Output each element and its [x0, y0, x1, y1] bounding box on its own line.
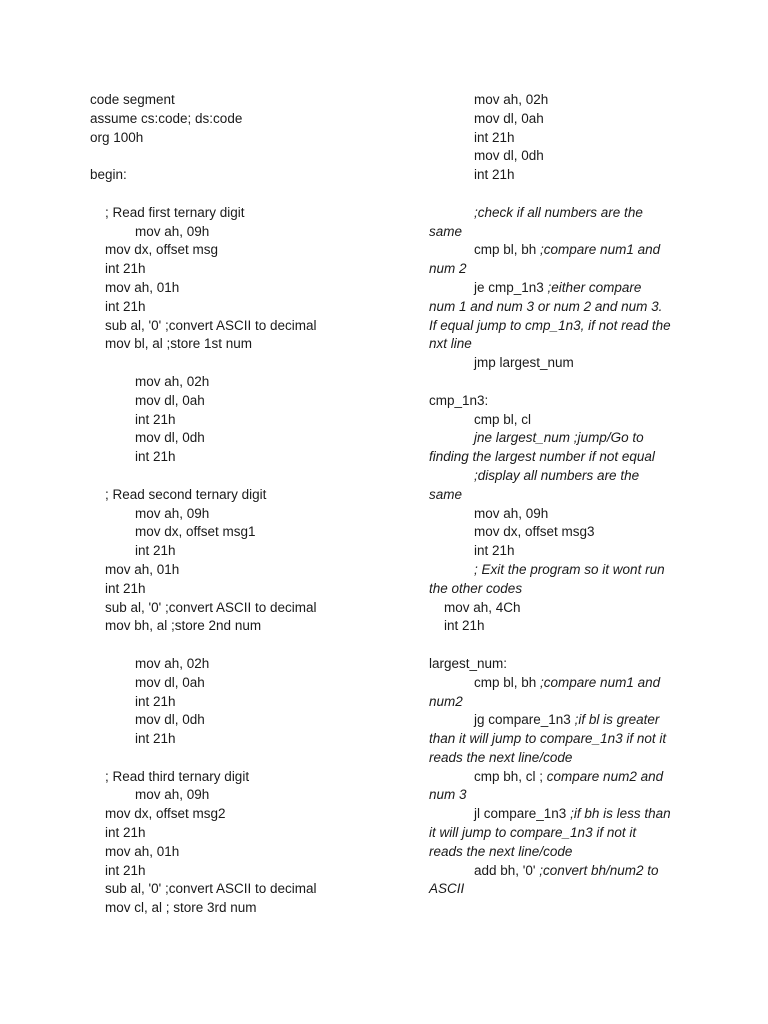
- blank-line: [429, 636, 729, 655]
- code-line: [429, 166, 729, 185]
- code-line: [429, 674, 729, 693]
- code-line: [429, 110, 729, 129]
- code-line: [90, 674, 410, 693]
- code-text: mov dx, offset msg3: [474, 524, 595, 540]
- comment-continuation-line: than it will jump to compare_1n3 if not it: [429, 731, 667, 747]
- code-line: [429, 411, 729, 430]
- code-line: [90, 843, 410, 862]
- code-text: sub al, '0' ;convert ASCII to decimal: [105, 317, 317, 333]
- blank-line: [90, 636, 410, 655]
- code-line: [90, 166, 410, 185]
- code-text: cmp bl, cl: [474, 411, 532, 427]
- code-text: assume cs:code; ds:code: [90, 110, 243, 126]
- code-line: [90, 655, 410, 674]
- code-line: [90, 204, 410, 223]
- code-text: int 21h: [444, 618, 485, 634]
- code-line: [429, 768, 729, 787]
- code-line: [90, 486, 410, 505]
- code-line: [90, 129, 410, 148]
- code-text: int 21h: [135, 449, 176, 465]
- code-line: [90, 260, 410, 279]
- comment-continuation-line: num 1 and num 3 or num 2 and num 3.: [429, 298, 663, 314]
- code-line: [90, 317, 410, 336]
- code-line: [429, 204, 729, 223]
- comment-continuation-line: it will jump to compare_1n3 if not it: [429, 825, 637, 841]
- code-line: [90, 599, 410, 618]
- code-line: [429, 711, 729, 730]
- comment-continuation-line: the other codes: [429, 580, 523, 596]
- code-line: [90, 862, 410, 881]
- code-line: [429, 617, 729, 636]
- code-comment: ;check if all numbers are the: [474, 204, 643, 220]
- code-line: [90, 505, 410, 524]
- code-text: cmp bl, bh: [474, 242, 541, 258]
- code-text: sub al, '0' ;convert ASCII to decimal: [105, 881, 317, 897]
- blank-line: [90, 749, 410, 768]
- code-line: [90, 693, 410, 712]
- code-text: ; Read third ternary digit: [105, 768, 250, 784]
- code-text: mov dl, 0dh: [135, 712, 205, 728]
- code-text: ; Read second ternary digit: [105, 486, 267, 502]
- code-comment: jne largest_num ;jump/Go to: [474, 430, 644, 446]
- code-line: [429, 279, 729, 298]
- code-text: largest_num:: [429, 655, 508, 671]
- code-line: [90, 411, 410, 430]
- comment-continuation-line: If equal jump to cmp_1n3, if not read the: [429, 317, 671, 333]
- comment-continuation-line: same: [429, 223, 463, 239]
- code-text: int 21h: [135, 731, 176, 747]
- code-line: [429, 467, 729, 486]
- code-line: [429, 523, 729, 542]
- code-line: [90, 617, 410, 636]
- code-text: begin:: [90, 167, 127, 183]
- code-line: [90, 335, 410, 354]
- code-line: [429, 129, 729, 148]
- comment-continuation-line: reads the next line/code: [429, 749, 573, 765]
- code-line: [90, 110, 410, 129]
- code-text: cmp_1n3:: [429, 392, 489, 408]
- comment-continuation-line: num2: [429, 693, 463, 709]
- blank-line: [90, 185, 410, 204]
- code-line: [90, 711, 410, 730]
- code-text: add bh, '0': [474, 862, 540, 878]
- comment-continuation-line: nxt line: [429, 336, 472, 352]
- code-line: [90, 786, 410, 805]
- code-text: int 21h: [105, 261, 146, 277]
- comment-continuation-line: reads the next line/code: [429, 843, 573, 859]
- comment-continuation-line: same: [429, 486, 463, 502]
- code-text: mov ah, 01h: [105, 279, 180, 295]
- code-comment: ;if bh is less than: [570, 806, 671, 822]
- code-text: mov dx, offset msg2: [105, 806, 226, 822]
- code-line: [90, 448, 410, 467]
- code-text: ; Read first ternary digit: [105, 204, 245, 220]
- code-comment: ;display all numbers are the: [474, 467, 640, 483]
- code-line: [90, 824, 410, 843]
- code-line: [429, 147, 729, 166]
- code-comment: ;convert bh/num2 to: [539, 862, 659, 878]
- code-text: int 21h: [474, 167, 515, 183]
- code-text: mov ah, 09h: [135, 505, 210, 521]
- code-line: [90, 730, 410, 749]
- code-text: jg compare_1n3: [474, 712, 575, 728]
- code-line: [429, 429, 729, 448]
- code-text: jmp largest_num: [474, 355, 574, 371]
- code-text: int 21h: [135, 693, 176, 709]
- code-line: [429, 561, 729, 580]
- code-text: mov bl, al ;store 1st num: [105, 336, 253, 352]
- code-text: je cmp_1n3: [474, 279, 548, 295]
- left-code-column: [90, 91, 410, 918]
- comment-continuation-line: ASCII: [429, 881, 465, 897]
- code-line: [429, 655, 729, 674]
- blank-line: [90, 467, 410, 486]
- code-text: mov ah, 01h: [105, 561, 180, 577]
- blank-line: [90, 147, 410, 166]
- blank-line: [429, 373, 729, 392]
- blank-line: [429, 185, 729, 204]
- code-text: cmp bl, bh: [474, 674, 541, 690]
- code-text: int 21h: [105, 862, 146, 878]
- code-text: mov ah, 09h: [135, 787, 210, 803]
- code-text: mov bh, al ;store 2nd num: [105, 618, 262, 634]
- code-line: [90, 298, 410, 317]
- code-text: mov dl, 0dh: [474, 148, 544, 164]
- code-line: [429, 599, 729, 618]
- code-text: int 21h: [474, 129, 515, 145]
- comment-continuation-line: num 2: [429, 261, 467, 277]
- code-text: mov dx, offset msg1: [135, 524, 256, 540]
- code-line: [429, 354, 729, 373]
- code-comment: ;compare num1 and: [540, 674, 661, 690]
- code-line: [90, 223, 410, 242]
- code-line: [429, 392, 729, 411]
- code-text: mov ah, 02h: [474, 92, 549, 107]
- code-line: [90, 523, 410, 542]
- code-line: [429, 862, 729, 881]
- code-line: [90, 392, 410, 411]
- comment-continuation-line: num 3: [429, 787, 467, 803]
- code-line: [90, 542, 410, 561]
- right-code-column: [429, 91, 729, 899]
- code-line: [90, 279, 410, 298]
- code-text: int 21h: [105, 298, 146, 314]
- code-line: [90, 373, 410, 392]
- code-text: int 21h: [474, 543, 515, 559]
- code-text: org 100h: [90, 129, 144, 145]
- comment-continuation-line: finding the largest number if not equal: [429, 449, 655, 465]
- code-text: mov dl, 0ah: [474, 110, 544, 126]
- code-comment: ;if bl is greater: [574, 712, 660, 728]
- code-line: [429, 91, 729, 110]
- code-line: [90, 429, 410, 448]
- code-line: [90, 241, 410, 260]
- code-text: int 21h: [135, 543, 176, 559]
- code-text: int 21h: [105, 825, 146, 841]
- code-line: [90, 805, 410, 824]
- code-line: [90, 880, 410, 899]
- code-line: [429, 505, 729, 524]
- code-text: mov ah, 02h: [135, 655, 210, 671]
- code-line: [90, 768, 410, 787]
- code-text: code segment: [90, 92, 175, 107]
- code-text: mov dl, 0ah: [135, 674, 205, 690]
- code-text: mov ah, 4Ch: [444, 599, 521, 615]
- code-line: [429, 542, 729, 561]
- blank-line: [90, 354, 410, 373]
- code-line: [90, 561, 410, 580]
- code-comment: ; Exit the program so it wont run: [474, 561, 665, 577]
- code-text: mov dl, 0dh: [135, 430, 205, 446]
- code-text: mov ah, 02h: [135, 373, 210, 389]
- code-line: [90, 91, 410, 110]
- code-text: mov ah, 01h: [105, 843, 180, 859]
- code-text: cmp bh, cl ;: [474, 768, 547, 784]
- code-text: mov ah, 09h: [135, 223, 210, 239]
- code-line: [90, 899, 410, 918]
- code-text: int 21h: [135, 411, 176, 427]
- code-line: [429, 805, 729, 824]
- code-line: [90, 580, 410, 599]
- code-text: mov cl, al ; store 3rd num: [105, 900, 257, 916]
- code-text: jl compare_1n3: [474, 806, 571, 822]
- code-text: mov ah, 09h: [474, 505, 549, 521]
- code-text: mov dl, 0ah: [135, 392, 205, 408]
- code-text: mov dx, offset msg: [105, 242, 219, 258]
- code-comment: ;either compare: [547, 279, 642, 295]
- code-comment: ;compare num1 and: [540, 242, 661, 258]
- code-text: sub al, '0' ;convert ASCII to decimal: [105, 599, 317, 615]
- code-text: int 21h: [105, 580, 146, 596]
- code-line: [429, 241, 729, 260]
- code-comment: compare num2 and: [546, 768, 664, 784]
